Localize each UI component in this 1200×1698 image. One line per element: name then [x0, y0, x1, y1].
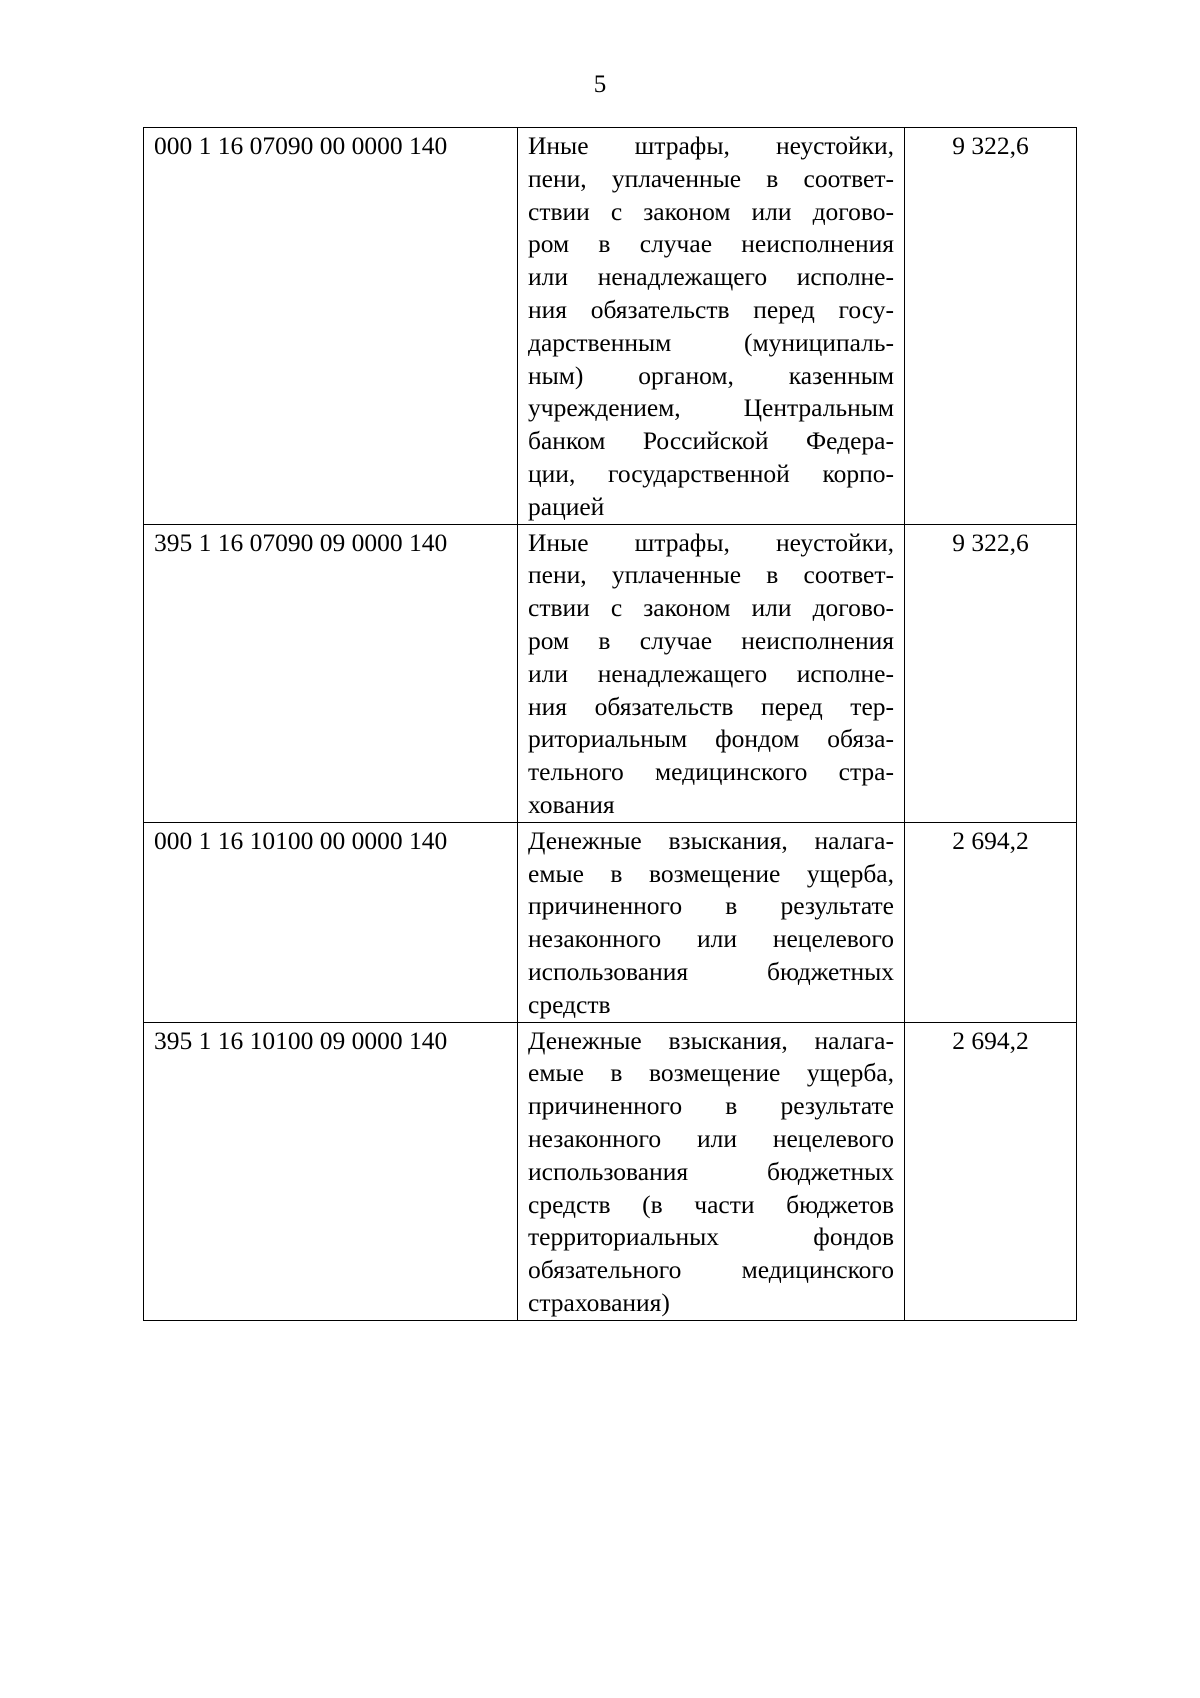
- description-line: банком Российской Федера-: [528, 426, 894, 456]
- description-line: емые в возмещение ущерба,: [528, 858, 894, 888]
- description-line: незаконного или нецелевого: [528, 1123, 894, 1153]
- amount-cell: 9 322,6: [905, 128, 1077, 525]
- description-line: емые в возмещение ущерба,: [528, 1058, 894, 1088]
- description-line: Иные штрафы, неустойки,: [528, 527, 894, 557]
- budget-code-cell: 000 1 16 07090 00 0000 140: [144, 128, 518, 525]
- budget-code-cell: 000 1 16 10100 00 0000 140: [144, 822, 518, 1022]
- description-cell: [518, 128, 905, 525]
- budget-code-cell: 395 1 16 10100 09 0000 140: [144, 1022, 518, 1320]
- table-body: [144, 128, 1077, 1321]
- description-cell: [518, 524, 905, 822]
- description-cell: [518, 1022, 905, 1320]
- description-line: ствии с законом или догово-: [528, 196, 894, 226]
- description-line: хования: [528, 789, 615, 819]
- description-line: дарственным (муниципаль-: [528, 327, 894, 357]
- description-line: ром в случае неисполнения: [528, 625, 894, 655]
- description-line: причиненного в результате: [528, 1091, 894, 1121]
- description-line: страхования): [528, 1287, 670, 1317]
- amount-cell: 9 322,6: [905, 524, 1077, 822]
- budget-revenue-table: [143, 127, 1077, 1321]
- amount-cell: 2 694,2: [905, 822, 1077, 1022]
- table-row: [144, 128, 1077, 525]
- budget-code-cell: 395 1 16 07090 09 0000 140: [144, 524, 518, 822]
- description-line: ным) органом, казенным: [528, 360, 894, 390]
- description-line: использования бюджетных: [528, 1156, 894, 1186]
- description-line: средств: [528, 989, 611, 1019]
- table-row: [144, 1022, 1077, 1320]
- description-line: обязательного медицинского: [528, 1255, 894, 1285]
- description-line: использования бюджетных: [528, 956, 894, 986]
- description-line: пени, уплаченные в соответ-: [528, 560, 894, 590]
- description-line: или ненадлежащего исполне-: [528, 262, 894, 292]
- description-line: Иные штрафы, неустойки,: [528, 131, 894, 160]
- description-line: учреждением, Центральным: [528, 393, 894, 423]
- amount-cell: 2 694,2: [905, 1022, 1077, 1320]
- description-line: Денежные взыскания, налага-: [528, 1025, 894, 1055]
- description-line: ции, государственной корпо-: [528, 458, 894, 488]
- description-cell: [518, 822, 905, 1022]
- table-row: [144, 822, 1077, 1022]
- description-line: или ненадлежащего исполне-: [528, 658, 894, 688]
- description-line: ния обязательств перед госу-: [528, 294, 894, 324]
- description-line: причиненного в результате: [528, 891, 894, 921]
- description-line: незаконного или нецелевого: [528, 924, 894, 954]
- description-line: средств (в части бюджетов: [528, 1189, 894, 1219]
- table-row: [144, 524, 1077, 822]
- description-line: территориальных фондов: [528, 1222, 894, 1252]
- description-line: ром в случае неисполнения: [528, 229, 894, 259]
- description-line: ствии с законом или догово-: [528, 593, 894, 623]
- description-line: рацией: [528, 491, 605, 521]
- page-number: 5: [593, 71, 607, 98]
- description-line: пени, уплаченные в соответ-: [528, 163, 894, 193]
- description-line: тельного медицинского стра-: [528, 757, 894, 787]
- description-line: риториальным фондом обяза-: [528, 724, 894, 754]
- description-line: ния обязательств перед тер-: [528, 691, 894, 721]
- description-line: Денежные взыскания, налага-: [528, 825, 894, 855]
